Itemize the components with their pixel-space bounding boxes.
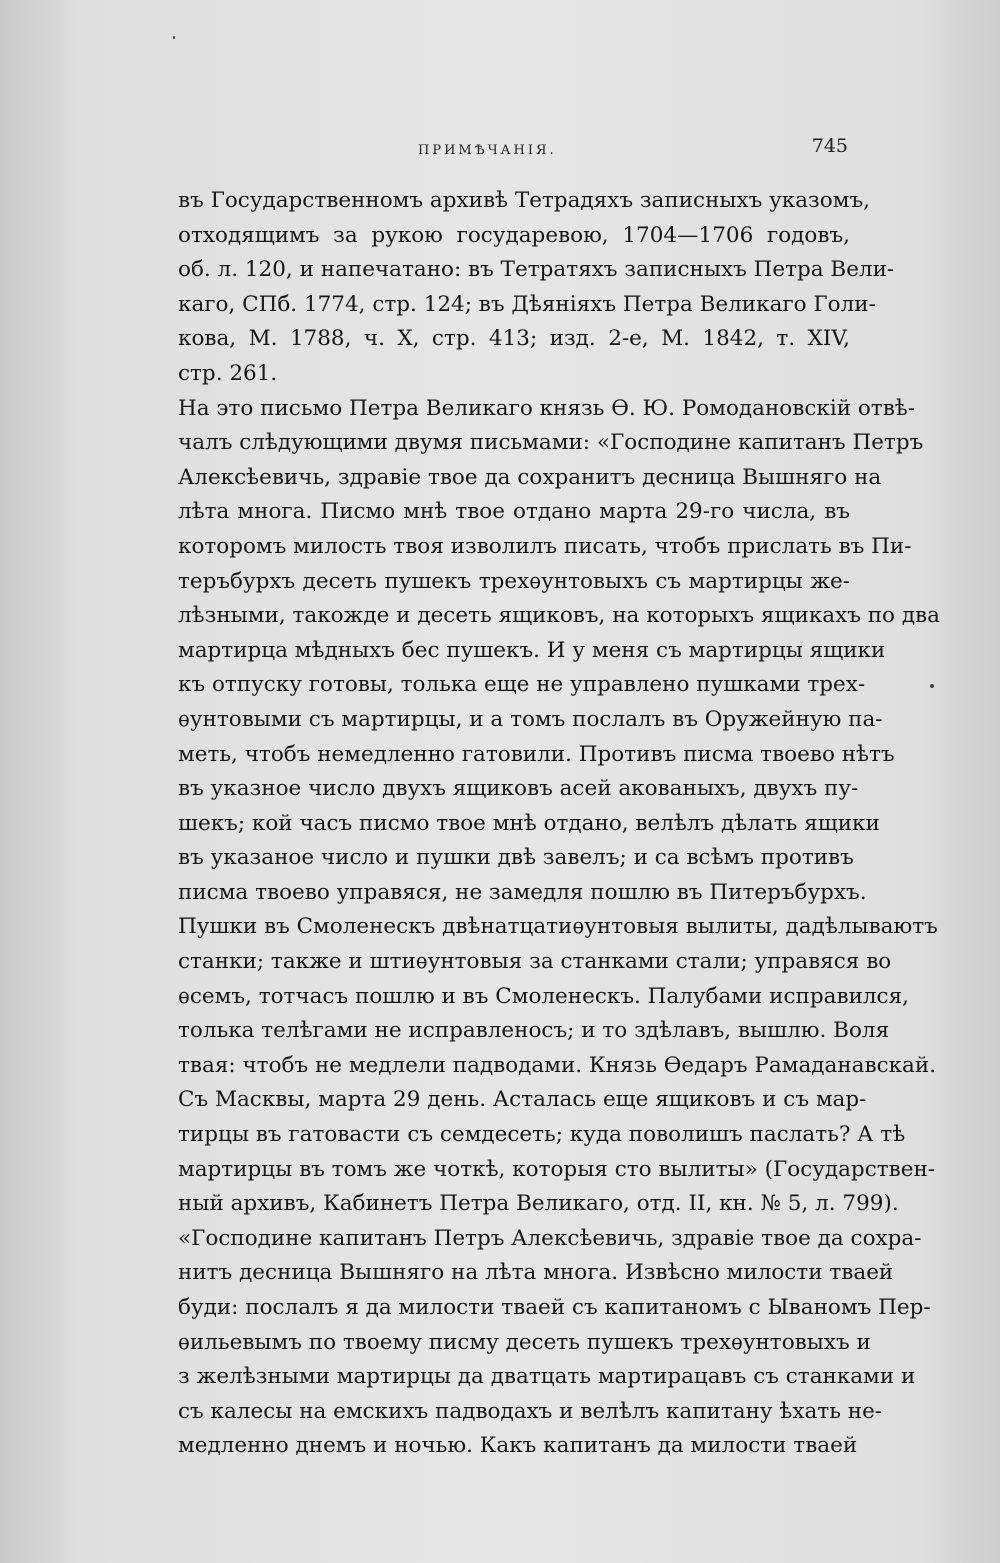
body-text bbox=[178, 184, 940, 1464]
text-line: тирцы въ гатовасти съ семдесеть; куда поволишъ паслать? А тѣ bbox=[178, 1122, 906, 1148]
text-line: меть, чтобъ немедленно гатовили. Противъ писма твоево нѣтъ bbox=[178, 741, 895, 767]
text-line: лѣта многа. Писмо мнѣ твое отдано марта 29-го числа, въ bbox=[178, 499, 850, 525]
text-line: которомъ милость твоя изволилъ писать, чтобъ прислать въ Пи- bbox=[178, 533, 912, 559]
text-line: ѳильевымъ по твоему писму десеть пушекъ трехѳунтовыхъ и bbox=[178, 1329, 871, 1355]
text-line: Пушки въ Смоленескъ двѣнатцатиѳунтовыя вылиты, дадѣлываютъ bbox=[178, 914, 938, 940]
text-line: толька телѣгами не исправленосъ; и то здѣлавъ, вышлю. Воля bbox=[178, 1018, 890, 1044]
text-line: стр. 261. bbox=[178, 360, 278, 386]
text-line: въ Государственномъ архивѣ Тетрадяхъ записныхъ указомъ, bbox=[178, 188, 870, 213]
text-line: На это письмо Петра Великаго князь Ѳ. Ю. Ромодановскій отвѣ- bbox=[178, 395, 916, 421]
running-title: ПРИМѢЧАНІЯ. bbox=[418, 143, 557, 158]
text-line: писма твоево управяся, не замедля пошлю въ Питеръбурхъ. bbox=[178, 879, 867, 905]
text-line: об. л. 120, и напечатано: въ Тетратяхъ записныхъ Петра Вели- bbox=[178, 257, 895, 283]
text-line: мартирцы въ томъ же чоткѣ, которыя сто вылиты» (Государствен- bbox=[178, 1156, 936, 1182]
text-line: Съ Масквы, марта 29 день. Асталась еще ящиковъ и съ мар- bbox=[178, 1087, 867, 1113]
text-line: твая: чтобъ не медлели падводами. Князь Ѳедаръ Рамаданавскай. bbox=[178, 1052, 937, 1078]
text-line: чалъ слѣдующими двумя письмами: «Господине капитанъ Петръ bbox=[178, 430, 924, 456]
text-line: отходящимъ за рукою государевою, 1704—1706 годовъ, bbox=[178, 222, 850, 248]
text-line: кова, М. 1788, ч. X, стр. 413; изд. 2-е, М. 1842, т. XIV, bbox=[178, 326, 850, 352]
text-line: буди: послалъ я да милости тваей съ капитаномъ с Ываномъ Пер- bbox=[178, 1295, 931, 1320]
text-line: каго, СПб. 1774, стр. 124; въ Дѣяніяхъ Петра Великаго Голи- bbox=[178, 291, 876, 317]
text-line: з желѣзными мартирцы да дватцать мартирацавъ съ станками и bbox=[178, 1364, 916, 1390]
text-line: станки; также и штиѳунтовыя за станками стали; управяся во bbox=[178, 949, 892, 975]
text-line: къ отпуску готовы, толька еще не управлено пушками трех- bbox=[178, 672, 866, 698]
page-header bbox=[178, 135, 850, 165]
text-line: ѳсемъ, тотчасъ пошлю и въ Смоленескъ. Палубами исправился, bbox=[178, 983, 909, 1009]
text-line: въ указаное число и пушки двѣ завелъ; и са всѣмъ противъ bbox=[178, 845, 854, 871]
page-number: 745 bbox=[811, 135, 848, 157]
print-speck bbox=[173, 36, 175, 39]
text-line: ѳунтовыми съ мартирцы, и а томъ послалъ въ Оружейную па- bbox=[178, 706, 883, 732]
text-line: медленно днемъ и ночью. Какъ капитанъ да милости тваей bbox=[178, 1433, 858, 1459]
text-line: шекъ; кой часъ писмо твое мнѣ отдано, велѣлъ дѣлать ящики bbox=[178, 810, 880, 836]
text-line: съ калесы на емскихъ падводахъ и велѣлъ капитану ѣхать не- bbox=[178, 1398, 883, 1424]
print-speck bbox=[930, 684, 934, 688]
text-line: теръбурхъ десеть пушекъ трехѳунтовыхъ съ мартирцы же- bbox=[178, 568, 850, 594]
text-line: Алексѣевичь, здравіе твое да сохранитъ десница Вышняго на bbox=[178, 464, 882, 490]
text-line: лѣзными, такожде и десеть ящиковъ, на которыхъ ящикахъ по два bbox=[178, 603, 940, 629]
text-line: въ указное число двухъ ящиковъ асей акованыхъ, двухъ пу- bbox=[178, 776, 859, 802]
text-line: мартирца мѣдныхъ бес пушекъ. И у меня съ мартирцы ящики bbox=[178, 637, 886, 663]
text-line: нитъ десница Вышняго на лѣта многа. Извѣсно милости тваей bbox=[178, 1260, 894, 1286]
text-line: «Господине капитанъ Петръ Алексѣевичь, здравіе твое да сохра- bbox=[178, 1225, 922, 1251]
text-line: ный архивъ, Кабинетъ Петра Великаго, отд. II, кн. № 5, л. 799). bbox=[178, 1191, 899, 1217]
